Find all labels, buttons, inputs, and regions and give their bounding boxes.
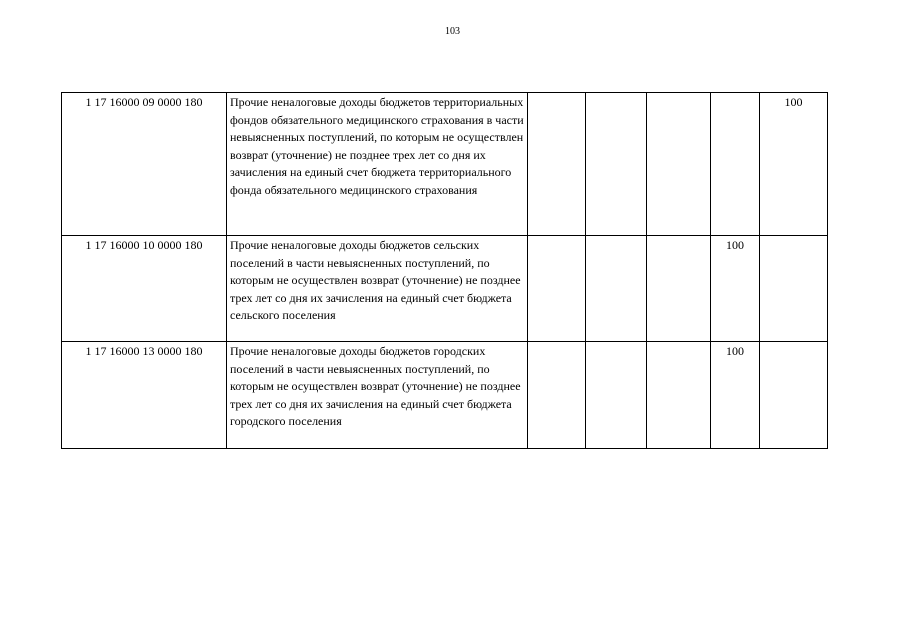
revenue-code-cell: 1 17 16000 10 0000 180 [62, 236, 227, 342]
value-cell-3 [647, 342, 711, 449]
budget-revenue-table [61, 92, 828, 449]
value-cell-1 [528, 342, 586, 449]
value-cell-2 [586, 342, 647, 449]
value-cell-1 [528, 236, 586, 342]
value-cell-4: 100 [711, 236, 760, 342]
value-cell-4 [711, 93, 760, 236]
value-cell-5 [760, 342, 828, 449]
revenue-code-cell: 1 17 16000 09 0000 180 [62, 93, 227, 236]
value-cell-5 [760, 236, 828, 342]
table-row [62, 342, 828, 449]
value-cell-2 [586, 236, 647, 342]
revenue-name-cell: Прочие неналоговые доходы бюджетов городских поселений в части невыясненных поступлений, по которым не осуществлен возврат (уточнение) не позднее трех лет со дня их зачисления на единый счет бюджета городского поселения [227, 342, 528, 449]
value-cell-3 [647, 93, 711, 236]
value-cell-3 [647, 236, 711, 342]
revenue-name-cell: Прочие неналоговые доходы бюджетов сельских поселений в части невыясненных поступлений, по которым не осуществлен возврат (уточнение) не позднее трех лет со дня их зачисления на единый счет бюджета сельского поселения [227, 236, 528, 342]
page-number: 103 [445, 26, 460, 37]
value-cell-1 [528, 93, 586, 236]
value-cell-5: 100 [760, 93, 828, 236]
table-row [62, 93, 828, 236]
table-row [62, 236, 828, 342]
value-cell-4: 100 [711, 342, 760, 449]
value-cell-2 [586, 93, 647, 236]
revenue-code-cell: 1 17 16000 13 0000 180 [62, 342, 227, 449]
revenue-name-cell: Прочие неналоговые доходы бюджетов территориальных фондов обязательного медицинского страхования в части невыясненных поступлений, по которым не осуществлен возврат (уточнение) не позднее трех лет со дня их зачисления на единый счет бюджета территориального фонда обязательного медицинского страхования [227, 93, 528, 236]
